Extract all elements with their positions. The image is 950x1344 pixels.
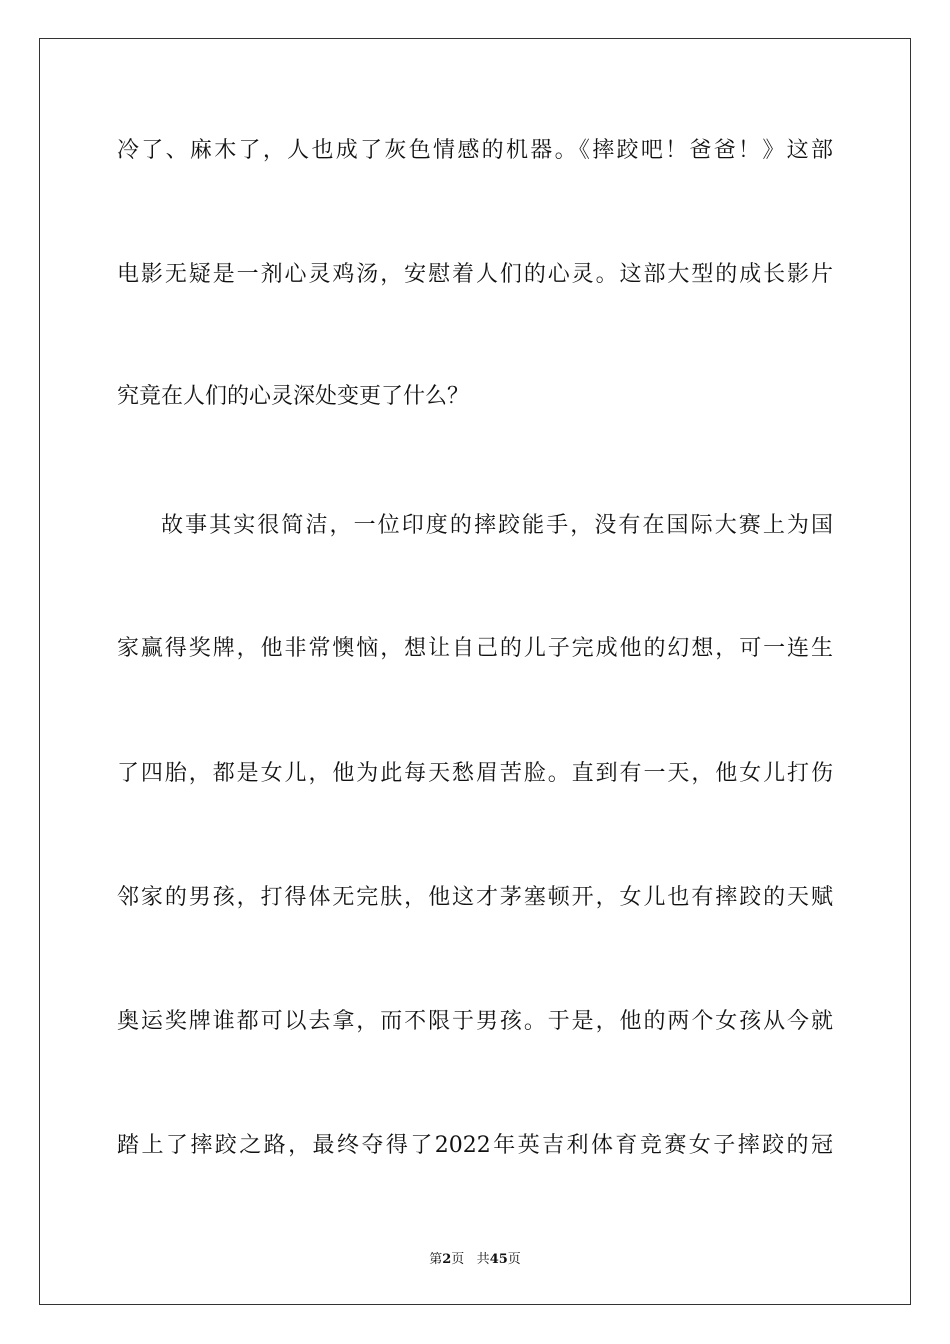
text-line: 电影无疑是一剂心灵鸡汤，安慰着人们的心灵。这部大型的成长影片 xyxy=(117,262,833,287)
page-number: 2 xyxy=(442,1252,452,1267)
page-footer xyxy=(0,1248,950,1267)
text-line: 家赢得奖牌，他非常懊恼，想让自己的儿子完成他的幻想，可一连生 xyxy=(117,636,833,661)
page-border xyxy=(39,38,911,1305)
text-line: 故事其实很简洁，一位印度的摔跤能手，没有在国际大赛上为国 xyxy=(161,513,833,538)
text-line: 究竟在人们的心灵深处变更了什么？ xyxy=(117,384,470,409)
footer-prefix: 第 xyxy=(429,1252,443,1267)
text-line: 了四胎，都是女儿，他为此每天愁眉苦脸。直到有一天，他女儿打伤 xyxy=(117,761,833,786)
text-line: 踏上了摔跤之路，最终夺得了2022年英吉利体育竞赛女子摔跤的冠 xyxy=(117,1133,833,1158)
footer-page-suffix: 页 xyxy=(451,1252,465,1267)
footer-total-prefix: 共 xyxy=(476,1252,490,1267)
text-line: 奥运奖牌谁都可以去拿，而不限于男孩。于是，他的两个女孩从今就 xyxy=(117,1009,833,1034)
page-total: 45 xyxy=(489,1252,508,1267)
text-line: 邻家的男孩，打得体无完肤，他这才茅塞顿开，女儿也有摔跤的天赋 xyxy=(117,885,833,910)
footer-total-suffix: 页 xyxy=(507,1252,521,1267)
text-line: 冷了、麻木了，人也成了灰色情感的机器。《摔跤吧！爸爸！》这部 xyxy=(117,138,833,163)
